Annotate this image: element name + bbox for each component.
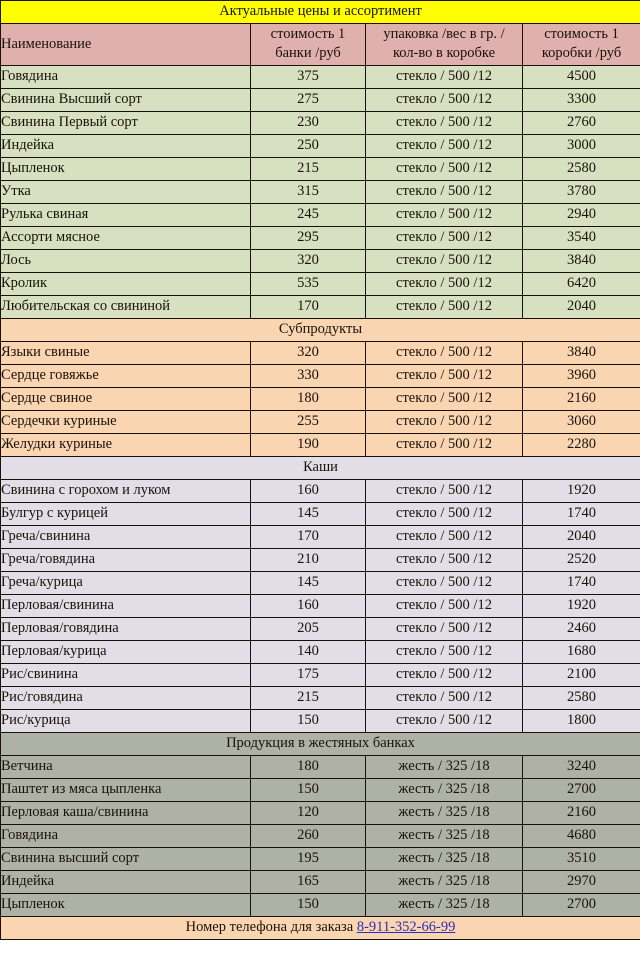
product-name: Говядина (1, 66, 251, 89)
table-row (1, 227, 640, 250)
product-name: Сердце свиное (1, 388, 251, 411)
table-row (1, 66, 640, 89)
product-box-price: 1740 (523, 503, 640, 526)
page-title: Актуальные цены и ассортимент (1, 1, 640, 24)
table-row (1, 250, 640, 273)
product-packaging: стекло / 500 /12 (366, 526, 523, 549)
table-row (1, 572, 640, 595)
product-box-price: 2580 (523, 687, 640, 710)
product-box-price: 1680 (523, 641, 640, 664)
product-unit-price: 145 (251, 572, 366, 595)
product-box-price: 3840 (523, 250, 640, 273)
product-unit-price: 315 (251, 181, 366, 204)
document-title-row (1, 1, 640, 24)
product-box-price: 2040 (523, 526, 640, 549)
product-packaging: стекло / 500 /12 (366, 434, 523, 457)
table-row (1, 848, 640, 871)
table-row (1, 434, 640, 457)
product-box-price: 3510 (523, 848, 640, 871)
product-box-price: 2280 (523, 434, 640, 457)
product-unit-price: 535 (251, 273, 366, 296)
product-box-price: 2520 (523, 549, 640, 572)
table-row (1, 779, 640, 802)
product-name: Рис/свинина (1, 664, 251, 687)
product-unit-price: 170 (251, 526, 366, 549)
footer-row (1, 917, 640, 940)
table-row (1, 756, 640, 779)
table-row (1, 595, 640, 618)
product-box-price: 1800 (523, 710, 640, 733)
product-unit-price: 210 (251, 549, 366, 572)
product-unit-price: 295 (251, 227, 366, 250)
product-name: Греча/свинина (1, 526, 251, 549)
product-packaging: стекло / 500 /12 (366, 641, 523, 664)
table-row (1, 871, 640, 894)
product-name: Рулька свиная (1, 204, 251, 227)
product-unit-price: 140 (251, 641, 366, 664)
product-box-price: 6420 (523, 273, 640, 296)
product-name: Греча/курица (1, 572, 251, 595)
product-unit-price: 255 (251, 411, 366, 434)
product-name: Рис/курица (1, 710, 251, 733)
product-unit-price: 205 (251, 618, 366, 641)
product-name: Цыпленок (1, 894, 251, 917)
table-row (1, 181, 640, 204)
product-name: Кролик (1, 273, 251, 296)
product-name: Греча/говядина (1, 549, 251, 572)
product-unit-price: 215 (251, 687, 366, 710)
table-row (1, 365, 640, 388)
product-box-price: 4680 (523, 825, 640, 848)
product-packaging: стекло / 500 /12 (366, 342, 523, 365)
product-box-price: 3780 (523, 181, 640, 204)
product-name: Перловая каша/свинина (1, 802, 251, 825)
product-unit-price: 150 (251, 710, 366, 733)
product-box-price: 3240 (523, 756, 640, 779)
product-packaging: стекло / 500 /12 (366, 89, 523, 112)
product-unit-price: 165 (251, 871, 366, 894)
product-box-price: 2100 (523, 664, 640, 687)
order-phone-cell (1, 917, 640, 940)
section-banner-label: Каши (1, 457, 640, 480)
product-packaging: стекло / 500 /12 (366, 112, 523, 135)
section-banner-porridge (1, 457, 640, 480)
product-name: Утка (1, 181, 251, 204)
table-row (1, 112, 640, 135)
table-row (1, 342, 640, 365)
product-name: Перловая/свинина (1, 595, 251, 618)
product-box-price: 4500 (523, 66, 640, 89)
product-name: Ветчина (1, 756, 251, 779)
column-header-packaging (366, 24, 523, 66)
product-packaging: жесть / 325 /18 (366, 848, 523, 871)
product-box-price: 2580 (523, 158, 640, 181)
product-name: Лось (1, 250, 251, 273)
product-packaging: жесть / 325 /18 (366, 871, 523, 894)
product-name: Булгур с курицей (1, 503, 251, 526)
price-list-body (1, 1, 640, 940)
product-name: Свинина Первый сорт (1, 112, 251, 135)
product-packaging: стекло / 500 /12 (366, 227, 523, 250)
product-unit-price: 260 (251, 825, 366, 848)
table-row (1, 687, 640, 710)
product-packaging: стекло / 500 /12 (366, 204, 523, 227)
product-unit-price: 230 (251, 112, 366, 135)
product-box-price: 3540 (523, 227, 640, 250)
product-unit-price: 160 (251, 595, 366, 618)
product-name: Говядина (1, 825, 251, 848)
product-packaging: стекло / 500 /12 (366, 181, 523, 204)
table-row (1, 549, 640, 572)
product-unit-price: 145 (251, 503, 366, 526)
product-name: Перловая/говядина (1, 618, 251, 641)
table-row (1, 480, 640, 503)
table-row (1, 273, 640, 296)
product-name: Индейка (1, 135, 251, 158)
table-row (1, 296, 640, 319)
product-packaging: жесть / 325 /18 (366, 894, 523, 917)
product-unit-price: 320 (251, 250, 366, 273)
table-row (1, 641, 640, 664)
product-box-price: 2970 (523, 871, 640, 894)
product-unit-price: 120 (251, 802, 366, 825)
column-header-unit-price (251, 24, 366, 66)
product-box-price: 2940 (523, 204, 640, 227)
table-row (1, 158, 640, 181)
product-name: Индейка (1, 871, 251, 894)
column-header-packaging-line1: упаковка /вес в гр. / (383, 26, 505, 42)
product-unit-price: 320 (251, 342, 366, 365)
product-packaging: жесть / 325 /18 (366, 779, 523, 802)
column-header-box-price (523, 24, 640, 66)
product-packaging: стекло / 500 /12 (366, 296, 523, 319)
product-unit-price: 275 (251, 89, 366, 112)
product-name: Перловая/курица (1, 641, 251, 664)
product-unit-price: 190 (251, 434, 366, 457)
table-row (1, 204, 640, 227)
product-box-price: 3000 (523, 135, 640, 158)
product-name: Паштет из мяса цыпленка (1, 779, 251, 802)
product-box-price: 2700 (523, 894, 640, 917)
product-packaging: стекло / 500 /12 (366, 135, 523, 158)
product-packaging: стекло / 500 /12 (366, 687, 523, 710)
product-box-price: 2700 (523, 779, 640, 802)
product-packaging: стекло / 500 /12 (366, 411, 523, 434)
product-name: Свинина с горохом и луком (1, 480, 251, 503)
product-name: Любительская со свининой (1, 296, 251, 319)
table-row (1, 503, 640, 526)
table-row (1, 411, 640, 434)
product-name: Рис/говядина (1, 687, 251, 710)
product-box-price: 1920 (523, 480, 640, 503)
product-packaging: стекло / 500 /12 (366, 710, 523, 733)
product-unit-price: 195 (251, 848, 366, 871)
product-unit-price: 150 (251, 894, 366, 917)
column-header-box-price-line2: коробки /руб (541, 45, 622, 61)
table-row (1, 710, 640, 733)
product-box-price: 2460 (523, 618, 640, 641)
table-row (1, 388, 640, 411)
section-banner-tin (1, 733, 640, 756)
table-row (1, 825, 640, 848)
section-banner-label: Продукция в жестяных банках (1, 733, 640, 756)
product-name: Сердечки куриные (1, 411, 251, 434)
product-box-price: 3840 (523, 342, 640, 365)
product-box-price: 3300 (523, 89, 640, 112)
order-phone-link[interactable]: 8-911-352-66-99 (356, 919, 456, 935)
product-name: Сердце говяжье (1, 365, 251, 388)
product-box-price: 1740 (523, 572, 640, 595)
product-name: Языки свиные (1, 342, 251, 365)
product-unit-price: 180 (251, 756, 366, 779)
product-unit-price: 150 (251, 779, 366, 802)
column-header-packaging-line2: кол-во в коробке (392, 45, 496, 61)
order-phone-label: Номер телефона для заказа (185, 919, 354, 935)
product-unit-price: 160 (251, 480, 366, 503)
table-row (1, 89, 640, 112)
table-row (1, 894, 640, 917)
product-box-price: 2160 (523, 802, 640, 825)
section-banner-offal (1, 319, 640, 342)
table-row (1, 135, 640, 158)
product-name: Свинина высший сорт (1, 848, 251, 871)
column-header-unit-price-line1: стоимость 1 (270, 26, 346, 42)
product-box-price: 1920 (523, 595, 640, 618)
product-box-price: 3060 (523, 411, 640, 434)
column-header-name: Наименование (1, 24, 251, 66)
product-packaging: стекло / 500 /12 (366, 158, 523, 181)
product-unit-price: 180 (251, 388, 366, 411)
product-box-price: 2040 (523, 296, 640, 319)
section-banner-label: Субпродукты (1, 319, 640, 342)
product-packaging: стекло / 500 /12 (366, 66, 523, 89)
product-packaging: стекло / 500 /12 (366, 503, 523, 526)
column-header-unit-price-line2: банки /руб (275, 45, 341, 61)
product-box-price: 2160 (523, 388, 640, 411)
product-unit-price: 330 (251, 365, 366, 388)
product-name: Свинина Высший сорт (1, 89, 251, 112)
product-packaging: жесть / 325 /18 (366, 825, 523, 848)
product-packaging: стекло / 500 /12 (366, 549, 523, 572)
table-row (1, 802, 640, 825)
product-unit-price: 170 (251, 296, 366, 319)
product-packaging: жесть / 325 /18 (366, 756, 523, 779)
product-packaging: жесть / 325 /18 (366, 802, 523, 825)
table-row (1, 618, 640, 641)
column-header-box-price-line1: стоимость 1 (544, 26, 619, 42)
column-header-row (1, 24, 640, 66)
product-box-price: 2760 (523, 112, 640, 135)
product-name: Ассорти мясное (1, 227, 251, 250)
product-unit-price: 215 (251, 158, 366, 181)
product-box-price: 3960 (523, 365, 640, 388)
product-packaging: стекло / 500 /12 (366, 618, 523, 641)
product-packaging: стекло / 500 /12 (366, 388, 523, 411)
product-unit-price: 175 (251, 664, 366, 687)
product-packaging: стекло / 500 /12 (366, 273, 523, 296)
product-unit-price: 250 (251, 135, 366, 158)
product-packaging: стекло / 500 /12 (366, 480, 523, 503)
table-row (1, 526, 640, 549)
product-packaging: стекло / 500 /12 (366, 664, 523, 687)
product-packaging: стекло / 500 /12 (366, 250, 523, 273)
product-name: Желудки куриные (1, 434, 251, 457)
product-name: Цыпленок (1, 158, 251, 181)
product-packaging: стекло / 500 /12 (366, 572, 523, 595)
product-unit-price: 375 (251, 66, 366, 89)
product-packaging: стекло / 500 /12 (366, 595, 523, 618)
product-packaging: стекло / 500 /12 (366, 365, 523, 388)
product-unit-price: 245 (251, 204, 366, 227)
table-row (1, 664, 640, 687)
